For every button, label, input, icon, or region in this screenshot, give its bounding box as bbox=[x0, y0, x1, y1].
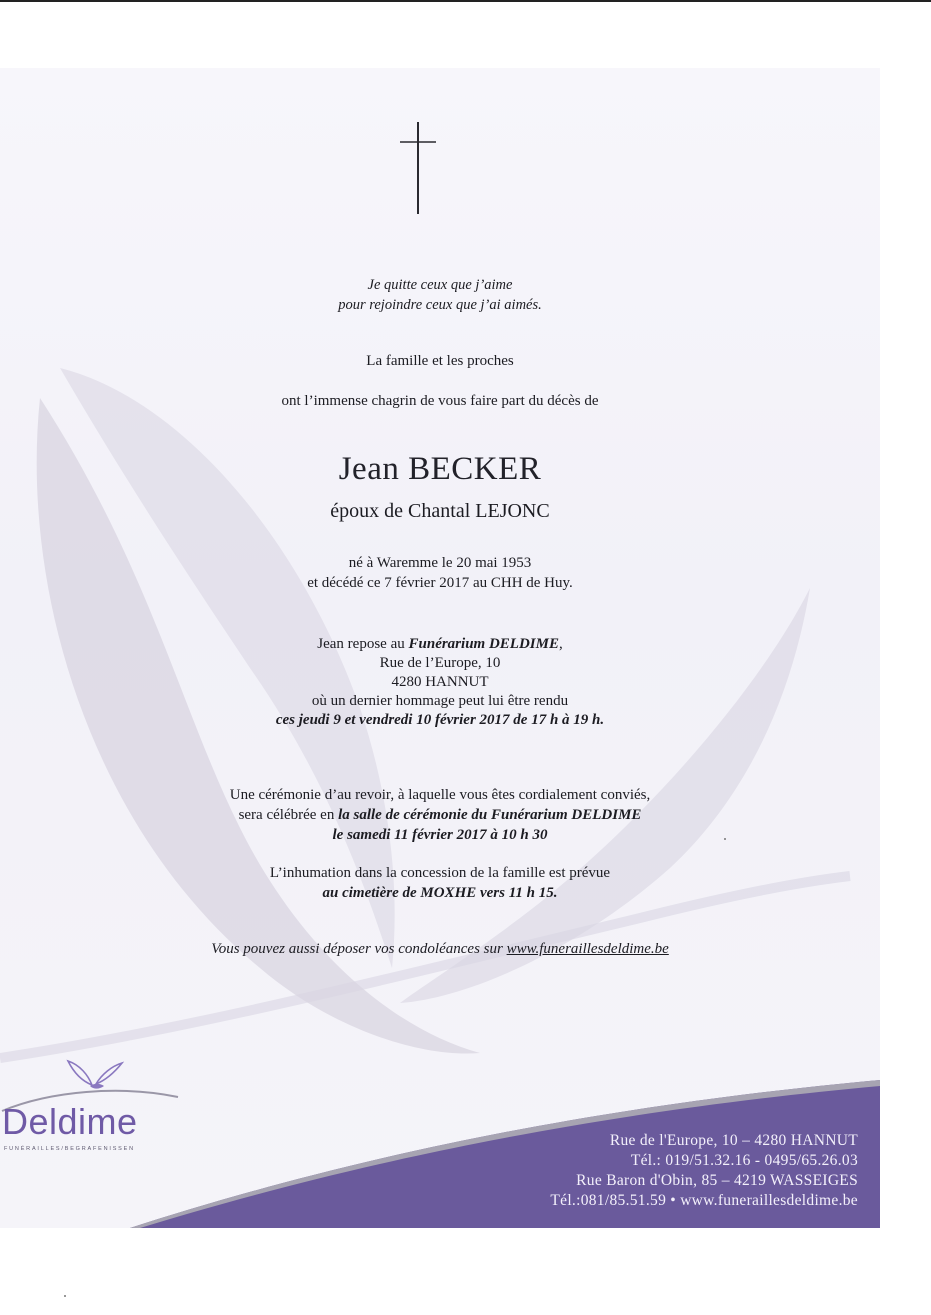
spouse-line: époux de Chantal LEJONC bbox=[330, 500, 550, 522]
repose-comma: , bbox=[558, 636, 563, 652]
burial-info bbox=[0, 863, 880, 903]
scan-speck bbox=[724, 838, 726, 840]
logo-wordmark: Deldime bbox=[2, 1101, 138, 1142]
ceremony-line-2 bbox=[0, 805, 880, 825]
condolences-line bbox=[0, 941, 880, 958]
scan-edge bbox=[0, 0, 931, 2]
condolences-link[interactable]: www.funeraillesdeldime.be bbox=[506, 941, 669, 957]
ceremony-date: le samedi 11 février 2017 à 10 h 30 bbox=[332, 827, 548, 843]
ceremony-info bbox=[0, 785, 880, 845]
address-wasseiges: Rue Baron d'Obin, 85 – 4219 WASSEIGES bbox=[576, 1172, 858, 1189]
visiting-schedule: ces jeudi 9 et vendredi 10 février 2017 de 17 h à 19 h. bbox=[275, 712, 605, 728]
repose-city: 4280 HANNUT bbox=[391, 674, 489, 690]
ceremony-prefix: sera célébrée en bbox=[238, 807, 339, 823]
intro-line: ont l’immense chagrin de vous faire part du décès de bbox=[281, 393, 599, 409]
logo-subtitle: FUNÉRAILLES/BEGRAFENISSEN bbox=[4, 1146, 135, 1152]
repose-intro: Jean repose au bbox=[317, 636, 409, 652]
repose-info bbox=[0, 635, 880, 730]
death-line: et décédé ce 7 février 2017 au CHH de Huy. bbox=[307, 575, 573, 591]
ceremony-place: la salle de cérémonie du Funérarium DELDIME bbox=[338, 807, 642, 823]
condolences-text: Vous pouvez aussi déposer vos condoléances sur bbox=[211, 941, 507, 957]
obituary-sheet bbox=[0, 68, 880, 1228]
quote-line-1: Je quitte ceux que j’aime bbox=[367, 277, 513, 293]
ceremony-line-1: Une cérémonie d’au revoir, à laquelle vous êtes cordialement conviés, bbox=[229, 787, 651, 803]
phone-hannut: Tél.: 019/51.32.16 - 0495/65.26.03 bbox=[630, 1152, 858, 1169]
footer-address bbox=[550, 1131, 858, 1211]
scan-speck bbox=[64, 1295, 66, 1297]
dates bbox=[0, 553, 880, 593]
family-line: La famille et les proches bbox=[366, 353, 514, 369]
burial-line-2: au cimetière de MOXHE vers 11 h 15. bbox=[322, 885, 558, 901]
repose-street: Rue de l’Europe, 10 bbox=[379, 655, 501, 671]
quote bbox=[0, 275, 880, 315]
cross-icon bbox=[398, 122, 438, 214]
funerarium-name: Funérarium DELDIME bbox=[408, 636, 559, 652]
phone-website: Tél.:081/85.51.59 • www.funeraillesdeldime.be bbox=[550, 1192, 858, 1209]
burial-line-1: L’inhumation dans la concession de la famille est prévue bbox=[269, 865, 611, 881]
quote-line-2: pour rejoindre ceux que j’ai aimés. bbox=[338, 297, 542, 313]
repose-line bbox=[0, 635, 880, 654]
deceased-name: Jean BECKER bbox=[338, 451, 542, 487]
hommage-line: où un dernier hommage peut lui être rendu bbox=[311, 693, 569, 709]
birth-line: né à Waremme le 20 mai 1953 bbox=[348, 555, 532, 571]
address-hannut: Rue de l'Europe, 10 – 4280 HANNUT bbox=[609, 1132, 858, 1149]
